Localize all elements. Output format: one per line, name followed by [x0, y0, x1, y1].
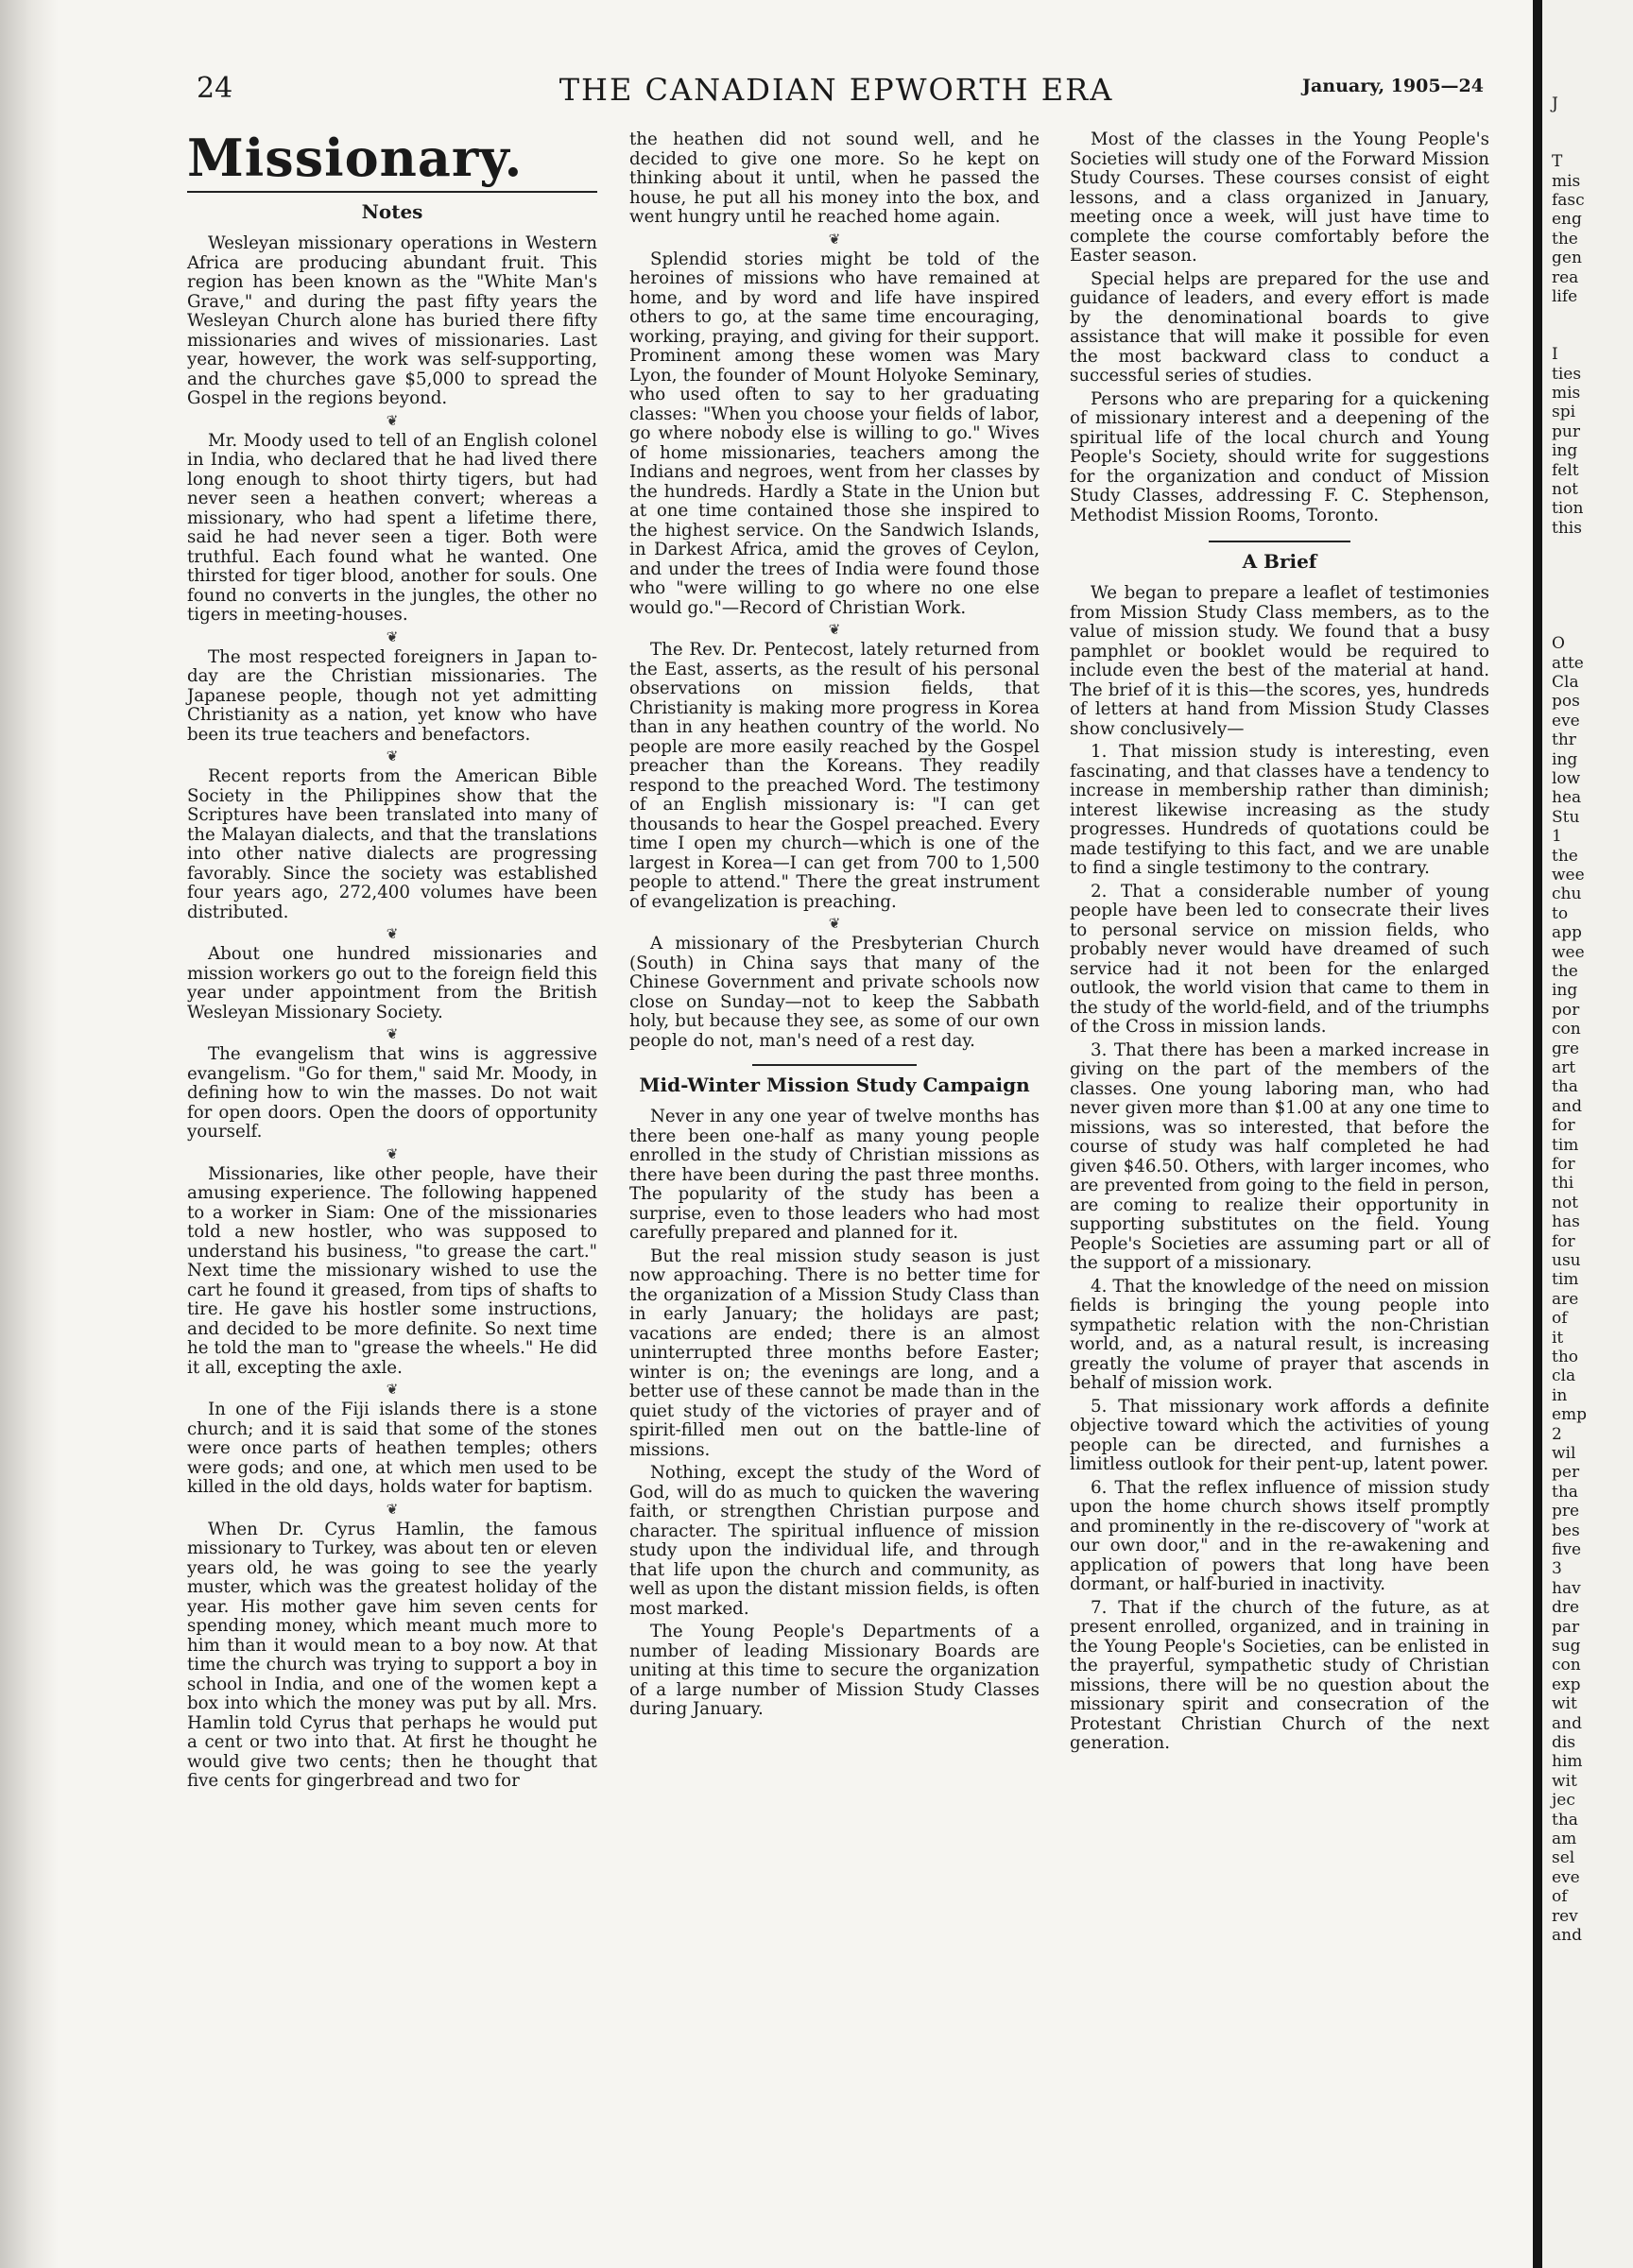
adjacent-page-text-fragment: the [1552, 846, 1578, 866]
dateline: January, 1905—24 [1301, 76, 1484, 96]
brief-item: 5. That missionary work affords a definite objective toward which the activities of young people can be directed, and furnishes a limitless outlook for their pent-up, latent power. [1070, 1396, 1489, 1474]
page-number: 24 [197, 72, 233, 105]
article-divider [1209, 541, 1351, 542]
adjacent-page-text-fragment: wit [1552, 1771, 1577, 1791]
note-paragraph: About one hundred missionaries and mission workers go out to the foreign field this year under appointment from the British Wesleyan Missionary Society. [187, 944, 597, 1022]
adjacent-page-text-fragment: for [1552, 1116, 1575, 1136]
ornament-separator: ❦ [828, 230, 841, 248]
note-paragraph: Wesleyan missionary operations in Western Africa are producing abundant fruit. This region has been known as the "White Man's Grave," and during the past fifty years the Wesleyan Church alone has buried there fifty missionaries and wives of missionaries. Last year, however, the work was self-supporting, and the churches gave $5,000 to spread the Gospel in the regions beyond. [187, 233, 597, 408]
adjacent-page-text-fragment: hea [1552, 788, 1582, 808]
adjacent-page-text-fragment: atte [1552, 653, 1584, 673]
adjacent-page-text-fragment: sug [1552, 1637, 1581, 1656]
note-paragraph: The Rev. Dr. Pentecost, lately returned from the East, asserts, as the result of his personal observations on mission fields, that Christianity is making more progress in Korea than in any heathen country of the world. No people are more easily reached by the Gospel preacher than the Koreans. They readily respond to the preached Word. The testimony of an English missionary is: "I can get thousands to hear the Gospel preached. Every time I open my church—which is one of the largest in Korea—I can get from 700 to 1,500 people to attend." There the great instrument of evangelization is preaching. [629, 640, 1040, 912]
adjacent-page-text-fragment: Cla [1552, 673, 1579, 692]
magazine-title: THE CANADIAN EPWORTH ERA [559, 72, 1114, 108]
adjacent-page-text-fragment: tha [1552, 1077, 1578, 1097]
ornament-separator: ❦ [386, 1500, 399, 1518]
campaign-paragraph: But the real mission study season is just now approaching. There is no better time for the organization of a Mission Study Class than in early January; the holidays are past; vacations are ended; there is an almost uninterrupted three months before Easter; winter is on; the evenings are long, and a better use of these cannot be made than in the quiet study of the victories of prayer and of spirit-filled men out on the battle-line of missions. [629, 1246, 1040, 1460]
adjacent-page-text-fragment: Stu [1552, 807, 1580, 827]
adjacent-page-text-fragment: per [1552, 1463, 1580, 1483]
campaign-paragraph: Special helps are prepared for the use and guidance of leaders, and every effort is made by the denominational boards to give assistance that will make it possible for even the most backward class to conduct a successful series of studies. [1070, 268, 1489, 386]
adjacent-page-text-fragment: tim [1552, 1270, 1579, 1290]
campaign-paragraph: Never in any one year of twelve months has there been one-half as many young people enrolled in the study of Christian missions as there have been during the past three months. The popularity of the study has been a surprise, even to those leaders who had most carefully prepared and planned for it. [629, 1107, 1040, 1243]
adjacent-page-text-fragment: tim [1552, 1135, 1579, 1155]
adjacent-page-text-fragment: spi [1552, 403, 1576, 422]
adjacent-page-text-fragment: sel [1552, 1848, 1575, 1868]
adjacent-page-text-fragment: cla [1552, 1366, 1576, 1386]
column-3 [1070, 130, 1489, 1758]
adjacent-page-text-fragment: thi [1552, 1174, 1574, 1194]
page-gutter-shadow [1533, 0, 1542, 2268]
adjacent-page-text-fragment: and [1552, 1713, 1582, 1733]
adjacent-page-text-fragment: wee [1552, 942, 1585, 962]
brief-item: 3. That there has been a marked increase in giving on the part of the members of the classes. One young laboring man, who had never given more than $1.00 at any one time to missions, was so interested, that before the course of study was half completed he had given $46.50. Others, with larger incomes, who are prevented from going to the field in person, are coming to realize their opportunity in supporting substitutes on the field. Young People's Societies are assuming part or all of the support of a missionary. [1070, 1040, 1489, 1273]
campaign-paragraph: Nothing, except the study of the Word of God, will do as much to quicken the wavering faith, or strengthen Christian purpose and character. The spiritual influence of mission study upon the individual life, and through that life upon the church and community, as well as upon the distant mission fields, is often most marked. [629, 1463, 1040, 1619]
adjacent-page-text-fragment: jec [1552, 1791, 1575, 1811]
adjacent-page-text-fragment: the [1552, 229, 1578, 249]
brief-heading: A Brief [1242, 550, 1317, 573]
adjacent-page-text-fragment: por [1552, 1000, 1580, 1020]
note-paragraph: When Dr. Cyrus Hamlin, the famous missionary to Turkey, was about ten or eleven years old, he was going to see the yearly muster, which was the greatest holiday of the year. His mother gave him seven cents for spending money, which meant much more to him than it would mean to a boy now. At that time the church was trying to support a boy in school in India, and one of the women kept a box into which the money was put by all. Mrs. Hamlin told Cyrus that perhaps he would put a cent or two into that. At first he thought he would give two cents; then he thought that five cents for gingerbread and two for [187, 1519, 597, 1791]
note-paragraph: Recent reports from the American Bible Society in the Philippines show that the Scriptures have been translated into many of the Malayan dialects, and that the translations into other native dialects are progressing favorably. Since the society was established four years ago, 272,400 volumes have been distributed. [187, 766, 597, 922]
note-paragraph-continued: the heathen did not sound well, and he decided to give one more. So he kept on thinking about it until, when he passed the house, he put all his money into the box, and went hungry until he reached home again. [629, 129, 1040, 227]
brief-intro: We began to prepare a leaflet of testimonies from Mission Study Class members, as to the value of mission study. We found that a busy pamphlet or booklet would be required to include even the best of the material at hand. The brief of it is this—the scores, yes, hundreds of letters at hand from Mission Study Classes show conclusively— [1070, 583, 1489, 739]
adjacent-page-text-fragment: wil [1552, 1444, 1576, 1463]
note-paragraph: Missionaries, like other people, have their amusing experience. The following happened to a worker in Siam: One of the missionaries told a new hostler, who was supposed to understand his business, "to grease the cart." Next time the missionary wished to use the cart he found it greased, from tips of shafts to tire. He gave his hostler some instructions, and decided to be more definite. So next time he told the man to "grease the wheels." He did it all, excepting the axle. [187, 1163, 597, 1378]
adjacent-page-text-fragment: 2 [1552, 1424, 1562, 1444]
adjacent-page-text-fragment: has [1552, 1212, 1580, 1232]
adjacent-page-text-fragment: are [1552, 1289, 1579, 1309]
adjacent-page-text-fragment: wee [1552, 866, 1585, 885]
ornament-separator: ❦ [386, 627, 399, 645]
adjacent-page-text-fragment: exp [1552, 1675, 1581, 1694]
ornament-separator: ❦ [828, 621, 841, 638]
campaign-paragraph: Persons who are preparing for a quickening of missionary interest and a deepening of the spiritual life of the local church and Young People's Society, should write for suggestions for the organization and conduct of Mission Study Classes, addressing F. C. Stephenson, Methodist Mission Rooms, Toronto. [1070, 388, 1489, 525]
adjacent-page-text-fragment: it [1552, 1328, 1564, 1348]
adjacent-page-text-fragment: and [1552, 1926, 1582, 1945]
ornament-separator: ❦ [386, 747, 399, 765]
page-binding-shadow [0, 0, 59, 2268]
adjacent-page-text-fragment: eve [1552, 711, 1580, 730]
note-paragraph: The most respected foreigners in Japan to-day are the Christian missionaries. The Japanese people, though not yet admitting Christianity as a nation, yet know who have been its true teachers and benefactors. [187, 646, 597, 745]
adjacent-page-text-fragment: fasc [1552, 191, 1585, 210]
adjacent-page-text-fragment: app [1552, 923, 1582, 943]
adjacent-page-text-fragment: of [1552, 1887, 1568, 1907]
adjacent-page-text-fragment: emp [1552, 1405, 1588, 1425]
campaign-paragraph: The Young People's Departments of a number of leading Missionary Boards are uniting at this time to secure the organization of a large number of Mission Study Classes during January. [629, 1622, 1040, 1719]
ornament-separator: ❦ [386, 1025, 399, 1042]
brief-item: 6. That the reflex influence of mission study upon the home church shows itself promptly and prominently in the re-discovery of "work at our own door," and in the re-awakening and application of powers that long have been dormant, or half-buried in inactivity. [1070, 1477, 1489, 1594]
ornament-separator: ❦ [386, 1381, 399, 1398]
adjacent-page-text-fragment: ing [1552, 981, 1578, 1001]
adjacent-page-text-fragment: eng [1552, 210, 1582, 230]
adjacent-page-text-fragment: to [1552, 903, 1569, 923]
adjacent-page-text-fragment: ing [1552, 749, 1578, 769]
adjacent-page-text-fragment: T [1552, 152, 1563, 172]
adjacent-page-text-fragment: low [1552, 769, 1581, 788]
column-1 [187, 130, 597, 1796]
adjacent-page-text-fragment: gre [1552, 1039, 1580, 1058]
note-paragraph: In one of the Fiji islands there is a stone church; and it is said that some of the stones were once parts of heathen temples; others were gods; and one, at which men used to be killed in the old days, holds water for baptism. [187, 1400, 597, 1497]
adjacent-page-fragment [1542, 0, 1633, 2268]
adjacent-page-text-fragment: pre [1552, 1502, 1580, 1521]
adjacent-page-text-fragment: 1 [1552, 827, 1562, 847]
adjacent-page-text-fragment: tha [1552, 1482, 1578, 1502]
adjacent-page-text-fragment: wit [1552, 1694, 1577, 1714]
section-title: Missionary. [187, 128, 524, 188]
adjacent-page-text-fragment: ties [1552, 364, 1582, 384]
adjacent-page-text-fragment: dis [1552, 1733, 1576, 1752]
adjacent-page-text-fragment: rea [1552, 267, 1579, 287]
adjacent-page-text-fragment: rev [1552, 1906, 1578, 1926]
adjacent-page-text-fragment: bes [1552, 1521, 1580, 1540]
ornament-separator: ❦ [386, 411, 399, 429]
adjacent-page-text-fragment: I [1552, 345, 1558, 365]
adjacent-page-text-fragment: J [1552, 94, 1558, 113]
adjacent-page-text-fragment: and [1552, 1096, 1582, 1116]
adjacent-page-text-fragment: pos [1552, 692, 1580, 712]
adjacent-page-text-fragment: am [1552, 1830, 1577, 1848]
adjacent-page-text-fragment: five [1552, 1540, 1582, 1559]
note-paragraph: Mr. Moody used to tell of an English colonel in India, who declared that he had lived there long enough to shoot thirty tigers, but had never seen a heathen convert; whereas a missionary, who had spent a lifetime there, said he had never seen a tiger. Both were truthful. Each found what he wanted. One thirsted for tiger blood, another for souls. One found no converts in the jungles, the other no tigers in meeting-houses. [187, 430, 597, 625]
campaign-paragraph: Most of the classes in the Young People's Societies will study one of the Forward Mission Study Courses. These courses consist of eight lessons, and a class organized in January, meeting once a week, will just have time to complete the course comfortably before the Easter season. [1070, 129, 1489, 266]
note-paragraph: The evangelism that wins is aggressive evangelism. "Go for them," said Mr. Moody, in defining how to win the masses. Do not wait for open doors. Open the doors of opportunity yourself. [187, 1044, 597, 1142]
adjacent-page-text-fragment: mis [1552, 171, 1581, 191]
section-rule [187, 191, 597, 193]
note-paragraph: Splendid stories might be told of the heroines of missions who have remained at home, and by word and life have inspired others to go, at the same time encouraging, working, praying, and giving for their support. Prominent among these women was Mary Lyon, the founder of Mount Holyoke Seminary, who used often to say to her graduating classes: "When you choose your fields of labor, go where nobody else is willing to go." Wives of home missionaries, teachers among the Indians and negroes, went from her classes by the hundreds. Hardly a State in the Union but at one time contained those she inspired to the highest service. On the Sandwich Islands, in Darkest Africa, amid the groves of Ceylon, and under the trees of India were found those who "were willing to go where no one else would go."—Record of Christian Work. [629, 249, 1040, 618]
adjacent-page-text-fragment: pur [1552, 421, 1580, 441]
adjacent-page-text-fragment: con [1552, 1656, 1581, 1675]
adjacent-page-text-fragment: of [1552, 1309, 1568, 1329]
adjacent-page-text-fragment: felt [1552, 460, 1579, 480]
adjacent-page-text-fragment: par [1552, 1617, 1580, 1637]
adjacent-page-text-fragment: tha [1552, 1810, 1578, 1830]
column-2 [629, 130, 1040, 1724]
adjacent-page-text-fragment: O [1552, 634, 1565, 654]
adjacent-page-text-fragment: him [1552, 1752, 1583, 1772]
adjacent-page-text-fragment: for [1552, 1155, 1575, 1174]
adjacent-page-text-fragment: thr [1552, 730, 1576, 750]
brief-item: 1. That mission study is interesting, even fascinating, and that classes have a tendency to increase in membership rather than diminish; interest likewise increasing as the study progresses. Hundreds of quotations could be made testifying to this fact, and we are unable to find a single testimony to the contrary. [1070, 742, 1489, 878]
article-divider [752, 1064, 917, 1066]
brief-item: 4. That the knowledge of the need on mission fields is bringing the young people into sympathetic relation with the non-Christian world, and, as a natural result, is increasing greatly the volume of prayer that ascends in behalf of mission work. [1070, 1276, 1489, 1393]
brief-item: 2. That a considerable number of young people have been led to consecrate their lives to personal service on mission fields, who probably never would have dreamed of such service had it not been for the enlarged outlook, the world vision that came to them in the study of the world-field, and of the triumphs of the Cross in mission lands. [1070, 881, 1489, 1037]
adjacent-page-text-fragment: not [1552, 480, 1579, 499]
adjacent-page-text-fragment: tion [1552, 499, 1584, 519]
adjacent-page-text-fragment: dre [1552, 1598, 1580, 1618]
adjacent-page-text-fragment: this [1552, 518, 1582, 538]
adjacent-page-text-fragment: ing [1552, 441, 1578, 461]
notes-heading: Notes [361, 200, 423, 223]
ornament-separator: ❦ [386, 1144, 399, 1162]
adjacent-page-text-fragment: hav [1552, 1578, 1581, 1598]
adjacent-page-text-fragment: eve [1552, 1867, 1580, 1887]
ornament-separator: ❦ [828, 915, 841, 932]
adjacent-page-text-fragment: tho [1552, 1348, 1579, 1366]
adjacent-page-text-fragment: the [1552, 962, 1578, 981]
adjacent-page-text-fragment: chu [1552, 885, 1582, 904]
campaign-heading: Mid-Winter Mission Study Campaign [639, 1074, 1030, 1096]
adjacent-page-text-fragment: art [1552, 1058, 1576, 1077]
adjacent-page-text-fragment: not [1552, 1193, 1579, 1212]
adjacent-page-text-fragment: gen [1552, 249, 1582, 268]
adjacent-page-text-fragment: usu [1552, 1251, 1581, 1270]
adjacent-page-text-fragment: life [1552, 287, 1578, 306]
adjacent-page-text-fragment: for [1552, 1231, 1575, 1251]
adjacent-page-text-fragment: con [1552, 1020, 1581, 1040]
page-header [189, 64, 1484, 112]
adjacent-page-text-fragment: mis [1552, 384, 1581, 403]
note-paragraph: A missionary of the Presbyterian Church (South) in China says that many of the Chinese Government and private schools now close on Sunday—not to keep the Sabbath holy, but because they see, as some of our own people do not, man's need of a rest day. [629, 934, 1040, 1051]
brief-item: 7. That if the church of the future, as at present enrolled, organized, and in training in the Young People's Societies, can be enlisted in the prayerful, sympathetic study of Christian missions, there will be no question about the missionary spirit and consecration of the Protestant Christian Church of the next generation. [1070, 1597, 1489, 1753]
adjacent-page-text-fragment: 3 [1552, 1559, 1562, 1579]
adjacent-page-text-fragment: in [1552, 1385, 1568, 1405]
ornament-separator: ❦ [386, 925, 399, 942]
